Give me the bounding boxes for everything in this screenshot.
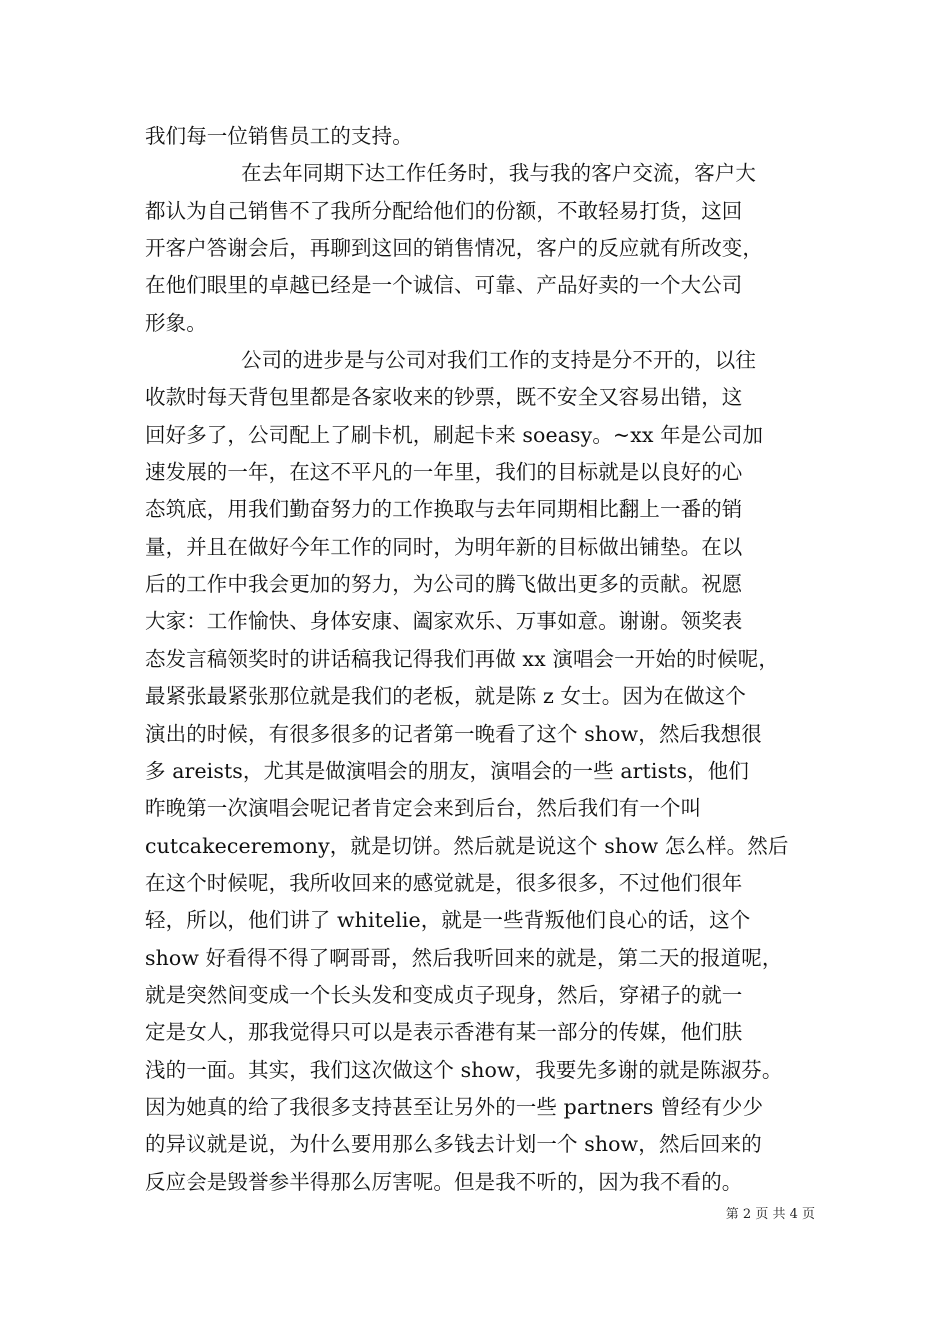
text-line: 后的工作中我会更加的努力，为公司的腾飞做出更多的贡献。祝愿 (145, 572, 743, 597)
text-line: 就是突然间变成一个长头发和变成贞子现身，然后，穿裙子的就一 (145, 982, 743, 1007)
text-line: 在这个时候呢，我所收回来的感觉就是，很多很多，不过他们很年 (145, 870, 743, 895)
text-line: 大家：工作愉快、身体安康、阖家欢乐、万事如意。谢谢。领奖表 (145, 609, 743, 634)
text-line: 速发展的一年，在这不平凡的一年里，我们的目标就是以良好的心 (145, 460, 743, 485)
text-line: 定是女人，那我觉得只可以是表示香港有某一部分的传媒，他们肤 (145, 1020, 743, 1045)
text-line: 的异议就是说，为什么要用那么多钱去计划一个 show，然后回来的 (145, 1132, 762, 1157)
text-line: 在去年同期下达工作任务时，我与我的客户交流，客户大 (241, 161, 756, 186)
text-line: 量，并且在做好今年工作的同时，为明年新的目标做出铺垫。在以 (145, 534, 743, 559)
text-line: 都认为自己销售不了我所分配给他们的份额，不敢轻易打货，这回 (145, 198, 743, 223)
text-line: 开客户答谢会后，再聊到这回的销售情况，客户的反应就有所改变， (145, 236, 763, 261)
text-line: 我们每一位销售员工的支持。 (145, 124, 413, 148)
text-line: 公司的进步是与公司对我们工作的支持是分不开的，以往 (241, 348, 756, 373)
text-line: 收款时每天背包里都是各家收来的钞票，既不安全又容易出错，这 (145, 385, 743, 410)
text-line: 多 areists，尤其是做演唱会的朋友，演唱会的一些 artists，他们 (145, 758, 749, 783)
text-line: 轻，所以，他们讲了 whitelie，就是一些背叛他们良心的话，这个 (145, 908, 751, 933)
text-line: 昨晚第一次演唱会呢记者肯定会来到后台，然后我们有一个叫 (145, 796, 702, 821)
text-line: 态发言稿领奖时的讲话稿我记得我们再做 xx 演唱会一开始的时候呢， (145, 646, 779, 671)
text-line: show 好看得不得了啊哥哥，然后我听回来的就是，第二天的报道呢， (145, 945, 783, 970)
body-text (145, 118, 845, 1201)
text-line: 在他们眼里的卓越已经是一个诚信、可靠、产品好卖的一个大公司 (145, 273, 743, 298)
text-line: 最紧张最紧张那位就是我们的老板，就是陈 z 女士。因为在做这个 (145, 684, 746, 709)
text-line: cutcakeceremony，就是切饼。然后就是说这个 show 怎么样。然后 (145, 833, 789, 858)
text-line: 演出的时候，有很多很多的记者第一晚看了这个 show，然后我想很 (145, 721, 762, 746)
text-line: 态筑底，用我们勤奋努力的工作换取与去年同期相比翻上一番的销 (145, 497, 743, 522)
text-line: 浅的一面。其实，我们这次做这个 show，我要先多谢的就是陈淑芬。 (145, 1057, 783, 1082)
text-line: 形象。 (145, 310, 207, 335)
text-line: 回好多了，公司配上了刷卡机，刷起卡来 soeasy。~xx 年是公司加 (145, 422, 764, 447)
page-number-footer: 第 2 页 共 4 页 (725, 1207, 815, 1222)
text-line: 因为她真的给了我很多支持甚至让另外的一些 partners 曾经有少少 (145, 1094, 764, 1119)
text-line: 反应会是毁誉参半得那么厉害呢。但是我不听的，因为我不看的。 (145, 1169, 743, 1194)
